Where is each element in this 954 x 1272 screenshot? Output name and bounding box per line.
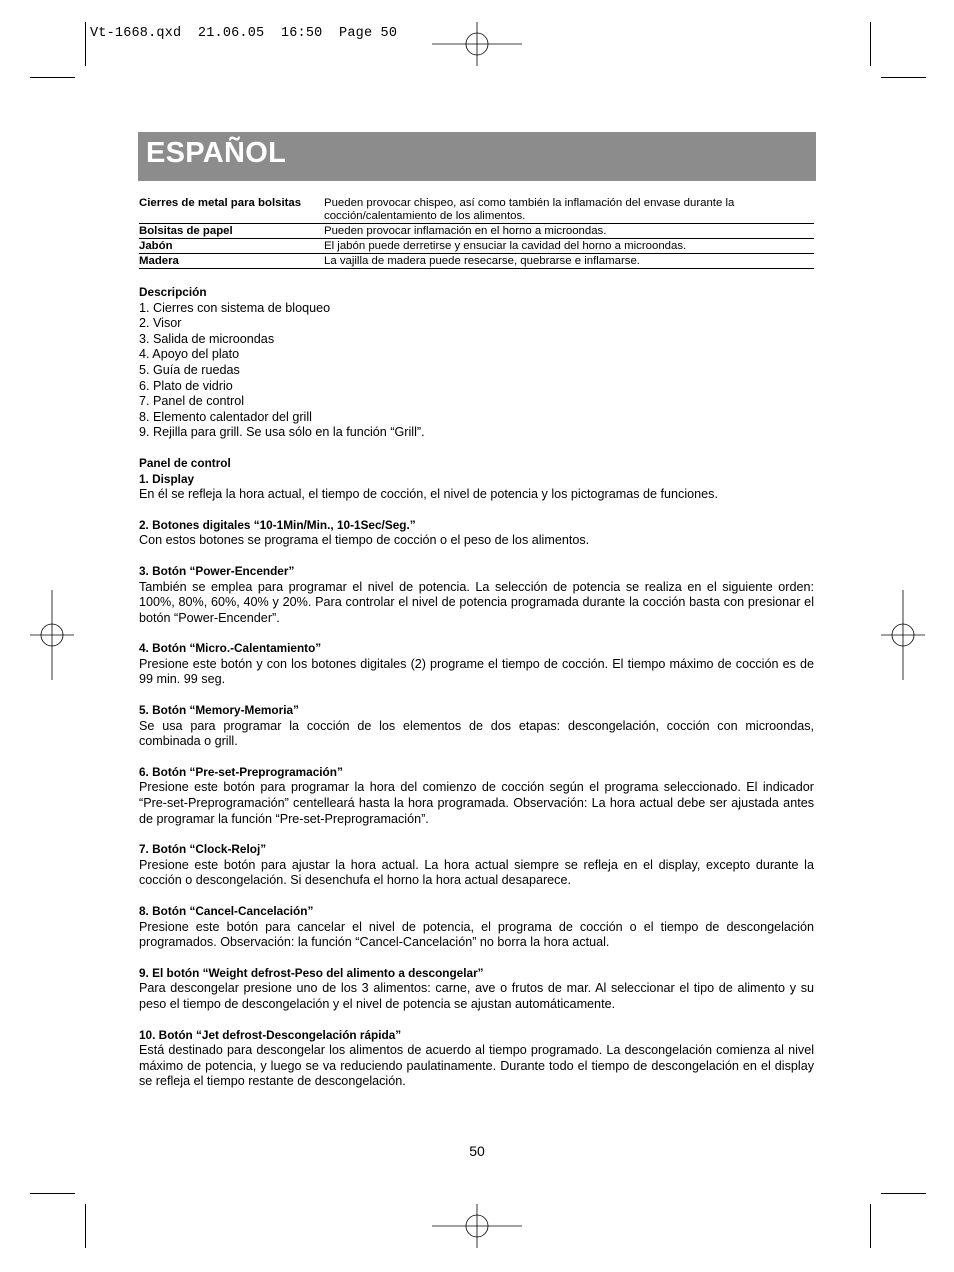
material-name: Cierres de metal para bolsitas (139, 197, 302, 209)
section-heading: Descripción (139, 285, 207, 299)
subsection-title: 4. Botón “Micro.-Calentamiento” (139, 641, 322, 656)
control-panel-section (139, 456, 814, 1090)
material-description: La vajilla de madera puede resecarse, quebrarse e inflamarse. (324, 255, 640, 267)
materials-table (139, 196, 814, 269)
list-item: 6. Plato de vidrio (139, 378, 233, 393)
table-row (139, 254, 814, 269)
material-name: Jabón (139, 240, 173, 252)
subsection-title: 1. Display (139, 471, 195, 486)
subsection-text: En él se refleja la hora actual, el tiempo de cocción, el nivel de potencia y los pictogramas de funciones. (139, 487, 718, 502)
print-slug: Vt-1668.qxd 21.06.05 16:50 Page 50 (90, 26, 398, 41)
material-description: Pueden provocar inflamación en el horno a microondas. (324, 225, 607, 237)
subsection-title: 5. Botón “Memory-Memoria” (139, 703, 299, 718)
table-row (139, 224, 814, 239)
subsection-title: 7. Botón “Clock-Reloj” (139, 842, 267, 857)
registration-mark-icon (432, 1204, 522, 1248)
page-title: ESPAÑOL (146, 137, 287, 169)
crop-mark (881, 77, 926, 78)
subsection-text: Para descongelar presione uno de los 3 alimentos: carne, ave o frutos de mar. Al seleccionar el tipo de alimento y su peso el tiempo de descongelación y el nivel de potencia se ajustan automáticamente. (139, 981, 814, 1011)
subsection-text: Presione este botón para cancelar el nivel de potencia, el programa de cocción o el tiempo de descongelación programados. Observación: la función “Cancel-Cancelación” no borra la hora actual. (139, 919, 814, 950)
registration-mark-icon (30, 590, 74, 680)
subsection-text: Se usa para programar la cocción de los elementos de dos etapas: descongelación, cocción con microondas, combinada o grill. (139, 718, 814, 749)
section-heading: Panel de control (139, 455, 231, 470)
list-item: 9. Rejilla para grill. Se usa sólo en la función “Grill”. (139, 425, 425, 440)
crop-mark (870, 1204, 871, 1248)
subsection-title: 10. Botón “Jet defrost-Descongelación rápida” (139, 1027, 402, 1042)
crop-mark (30, 1193, 75, 1194)
list-item: 7. Panel de control (139, 394, 245, 409)
material-name: Madera (139, 255, 179, 267)
material-description: Pueden provocar chispeo, así como también la inflamación del envase durante la cocción/calentamiento de los alimentos. (324, 197, 735, 222)
table-row (139, 196, 814, 224)
subsection-text: Presione este botón y con los botones digitales (2) programe el tiempo de cocción. El tiempo máximo de cocción es de 99 min. 99 seg. (139, 656, 814, 687)
table-row (139, 239, 814, 254)
list-item: 4. Apoyo del plato (139, 347, 240, 362)
crop-mark (881, 1193, 926, 1194)
description-section (139, 285, 814, 441)
crop-mark (30, 77, 75, 78)
registration-mark-icon (432, 22, 522, 66)
crop-mark (85, 22, 86, 66)
subsection-title: 8. Botón “Cancel-Cancelación” (139, 904, 314, 918)
page-content (139, 196, 814, 1090)
list-item: 3. Salida de microondas (139, 331, 275, 346)
subsection-title: 2. Botones digitales “10-1Min/Min., 10-1Sec/Seg.” (139, 517, 416, 532)
subsection-title: 9. El botón “Weight defrost-Peso del alimento a descongelar” (139, 965, 484, 980)
list-item: 5. Guía de ruedas (139, 362, 240, 377)
subsection-title: 3. Botón “Power-Encender” (139, 563, 295, 578)
page-number: 50 (469, 1143, 485, 1159)
crop-mark (870, 22, 871, 66)
material-name: Bolsitas de papel (139, 225, 233, 237)
material-description: El jabón puede derretirse y ensuciar la cavidad del horno a microondas. (324, 240, 687, 252)
subsection-title: 6. Botón “Pre-set-Preprogramación” (139, 764, 343, 779)
crop-mark (85, 1204, 86, 1248)
list-item: 8. Elemento calentador del grill (139, 409, 312, 424)
subsection-text: Con estos botones se programa el tiempo de cocción o el peso de los alimentos. (139, 533, 590, 548)
subsection-text: Presione este botón para ajustar la hora actual. La hora actual siempre se refleja en el display, excepto durante la cocción o descongelación. Si desenchufa el horno la hora actual desaparece. (139, 857, 814, 888)
registration-mark-icon (881, 590, 925, 680)
list-item: 1. Cierres con sistema de bloqueo (139, 300, 331, 315)
list-item: 2. Visor (139, 316, 182, 331)
subsection-text: Está destinado para descongelar los alimentos de acuerdo al tiempo programado. La descongelación comienza al nivel máximo de potencia, y luego se va reduciendo paulatinamente. Durante todo el tiempo de descongelación en el display se refleja el tiempo restante de descongelación. (139, 1043, 814, 1089)
section-banner (138, 132, 816, 181)
subsection-text: También se emplea para programar el nivel de potencia. La selección de potencia se realiza en el siguiente orden: 100%, 80%, 60%, 40% y 20%. Para controlar el nivel de potencia programada durante la cocción basta con presionar el botón “Power-Encender”. (139, 579, 814, 625)
subsection-text: Presione este botón para programar la hora del comienzo de cocción según el programa seleccionado. El indicador “Pre-set-Preprogramación” centelleará hasta la hora programada. Observación: La hora actual debe ser ajustada antes de programar la función “Pre-set-Preprogramación”. (139, 780, 814, 826)
